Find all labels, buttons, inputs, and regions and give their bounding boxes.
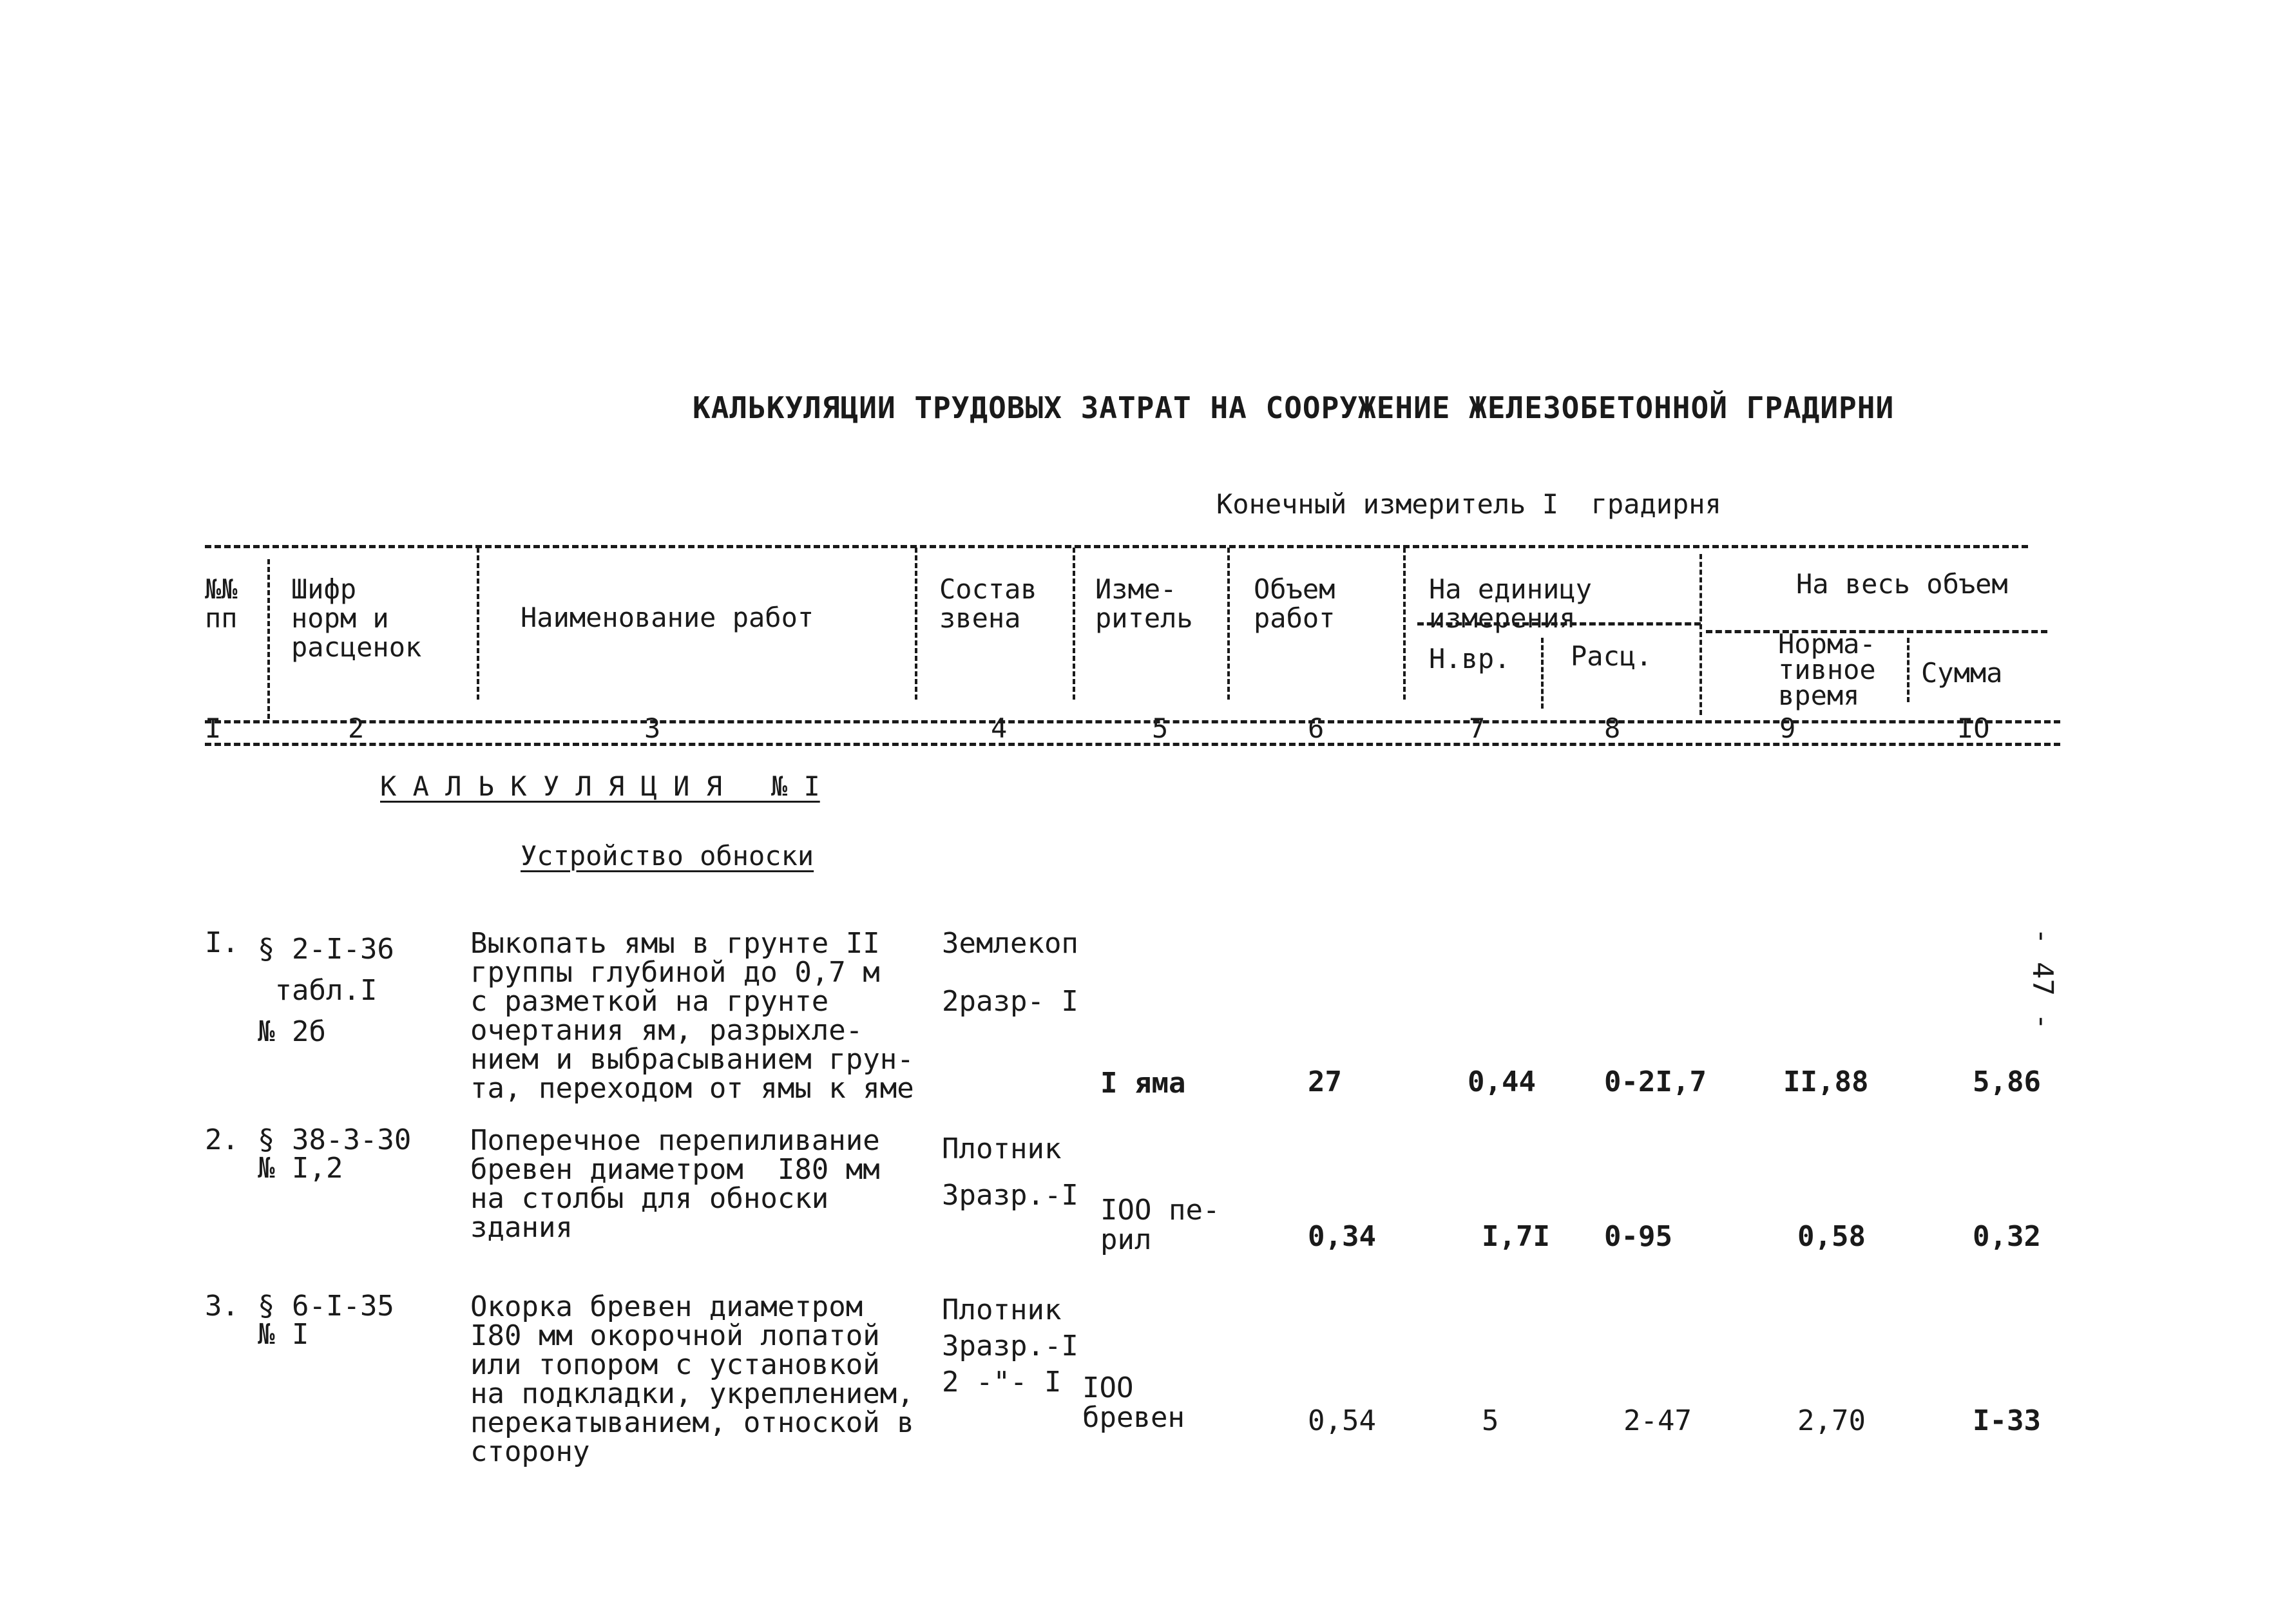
row1-code: § 2-I-36 табл.I № 2б: [258, 933, 394, 1048]
row1-sum: 5,86: [1973, 1065, 2041, 1098]
row1-rasc: 0-2I,7: [1604, 1065, 1707, 1098]
document-title: КАЛЬКУЛЯЦИИ ТРУДОВЫХ ЗАТРАТ НА СООРУЖЕНИЕ ЖЕЛЕЗОБЕТОННОЙ ГРАДИРНИ: [693, 390, 1895, 425]
colnum-9: 9: [1779, 712, 1796, 744]
header-work-name: Наименование работ: [521, 602, 814, 633]
col-separator: [1907, 638, 1910, 702]
row3-work: Окорка бревен диаметром I80 мм окорочной лопатой или топором с установкой на подкладки, укреплением, перекатыванием, отноской в сторону: [470, 1290, 914, 1468]
col-separator: [1403, 548, 1406, 700]
col-separator: [1227, 548, 1230, 700]
header-num: №№ пп: [205, 573, 238, 634]
colnum-3: 3: [644, 712, 661, 744]
col-separator: [1541, 638, 1544, 709]
col-separator: [477, 548, 479, 700]
row3-volume: 0,54: [1308, 1404, 1376, 1437]
header-rasc: Расц.: [1571, 640, 1652, 672]
row3-code: § 6-I-35 № I: [258, 1290, 394, 1351]
header-volume: Объем работ: [1254, 573, 1335, 634]
header-per-unit: На единицу измерения: [1429, 573, 1592, 634]
section-title: Устройство обноски: [521, 840, 814, 872]
colnum-7: 7: [1469, 712, 1486, 744]
row2-sum: 0,32: [1973, 1220, 2041, 1253]
row2-num: 2.: [205, 1123, 239, 1156]
row2-code: § 38-3-30 № I,2: [258, 1123, 412, 1185]
colnum-4: 4: [991, 712, 1008, 744]
colnum-8: 8: [1604, 712, 1621, 744]
header-code: Шифр норм и расценок: [291, 573, 422, 663]
col-separator: [915, 548, 917, 700]
header-unit: Изме- ритель: [1095, 573, 1193, 634]
header-sub-rule-right: [1706, 630, 2047, 633]
header-crew: Состав звена: [939, 573, 1037, 634]
final-measure: Конечный измеритель I градирня: [1216, 488, 1721, 520]
row1-volume: 27: [1308, 1065, 1342, 1098]
header-nvr: Н.вр.: [1429, 643, 1511, 674]
header-norm-time: Норма- тивное время: [1778, 628, 1876, 711]
row3-num: 3.: [205, 1290, 239, 1323]
row1-crew: Землекоп 2разр- I: [942, 927, 1078, 1018]
calculation-title: К А Л Ь К У Л Я Ц И Я № I: [380, 770, 820, 802]
row2-volume: 0,34: [1308, 1220, 1376, 1253]
row1-norm-time: II,88: [1783, 1065, 1869, 1098]
row3-unit: IOO бревен: [1082, 1371, 1185, 1434]
row1-unit: I яма: [1100, 1067, 1186, 1100]
colnum-2: 2: [348, 712, 365, 744]
row2-unit: IOO пе- рил: [1100, 1194, 1220, 1256]
row3-rasc: 2-47: [1623, 1404, 1692, 1437]
header-total-volume: На весь объем: [1796, 568, 2008, 600]
row2-crew: Плотник 3разр.-I: [942, 1132, 1078, 1212]
row3-norm-time: 2,70: [1797, 1404, 1866, 1437]
row2-work: Поперечное перепиливание бревен диаметром I80 мм на столбы для обноски здания: [470, 1124, 880, 1244]
row1-nvr: 0,44: [1468, 1065, 1536, 1098]
row1-num: I.: [205, 926, 239, 959]
colnum-10: IO: [1957, 712, 1990, 744]
row3-sum: I-33: [1973, 1404, 2041, 1437]
row2-rasc: 0-95: [1604, 1220, 1672, 1253]
colnum-1: I: [205, 712, 222, 744]
row1-work: Выкопать ямы в грунте II группы глубиной до 0,7 м с разметкой на грунте очертания ям, разрыхле- нием и выбрасыванием грун- та, переходом от ямы к яме: [470, 927, 914, 1105]
colnum-6: 6: [1308, 712, 1325, 744]
row2-norm-time: 0,58: [1797, 1220, 1866, 1253]
col-separator: [267, 559, 270, 719]
page-mark: - 47 -: [2026, 928, 2059, 1030]
col-separator: [1073, 548, 1075, 700]
colnum-5: 5: [1152, 712, 1169, 744]
header-sum: Сумма: [1921, 657, 2003, 689]
col-separator: [1699, 554, 1702, 715]
row3-nvr: 5: [1482, 1404, 1499, 1437]
row2-nvr: I,7I: [1482, 1220, 1550, 1253]
row3-crew: Плотник 3разр.-I 2 -"- I: [942, 1294, 1078, 1399]
